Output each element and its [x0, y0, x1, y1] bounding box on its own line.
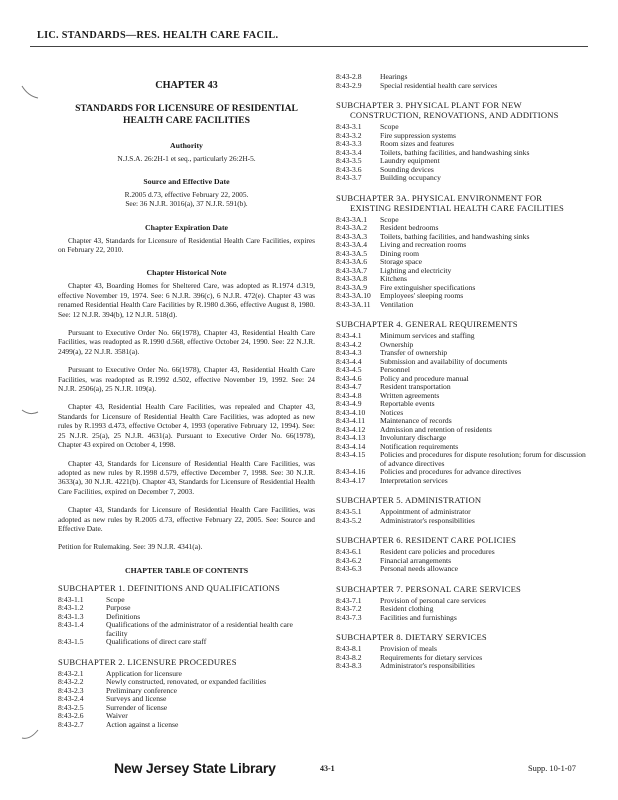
subchapter-items — [336, 332, 588, 485]
history-paragraph: Chapter 43, Standards for Licensure of Residential Health Care Facilities, was adopted as new rules by R.1998 d.579, effective December 7, 1998. See: 30 N.J.R. 3633(a), 30 N.J.R. 4221(b). Chapter 43, Standards for Licensure of Residential Health Care Facilities, expired on December 7, 2003. — [58, 458, 315, 496]
header-rule — [30, 46, 588, 47]
subchapter-heading — [336, 319, 588, 329]
supplement-date: Supp. 10-1-07 — [528, 764, 576, 773]
source-text-1: R.2005 d.73, effective February 22, 2005. — [124, 190, 249, 200]
toc-item-number: 8:43-4.12 — [336, 424, 366, 434]
toc-item-number: 8:43-6.2 — [336, 555, 362, 565]
authority-text: N.J.S.A. 26:2H-1 et seq., particularly 26:2H-5. — [117, 154, 256, 163]
toc-item-title: Resident clothing — [380, 604, 434, 613]
subchapter-heading-continuation: CONSTRUCTION, RENOVATIONS, AND ADDITIONS — [350, 110, 559, 120]
subchapter-items — [336, 645, 588, 671]
toc-item-title: Room sizes and features — [380, 139, 455, 148]
right-subchapters — [336, 100, 588, 671]
toc-item — [336, 426, 588, 435]
toc-item-number: 8:43-4.3 — [336, 348, 362, 357]
toc-item-title: Administrator's responsibilities — [380, 515, 475, 525]
subchapter-items — [336, 216, 588, 310]
toc-item-number: 8:43-3.3 — [336, 139, 362, 148]
toc-item-title: Newly constructed, renovated, or expanded facilities — [106, 677, 267, 687]
toc-item-number: 8:43-3A.4 — [336, 240, 368, 249]
subchapter-items — [336, 123, 588, 183]
toc-item — [336, 292, 588, 301]
toc-item — [336, 605, 588, 614]
toc-item-title: Minimum services and staffing — [380, 331, 475, 340]
toc-item-number: 8:43-1.1 — [58, 594, 84, 604]
subchapter-heading-text: SUBCHAPTER 1. DEFINITIONS AND QUALIFICATIONS — [58, 582, 280, 593]
toc-item-title: Maintenance of records — [380, 416, 452, 425]
toc-item — [336, 258, 588, 267]
toc-item-number: 8:43-5.1 — [336, 507, 362, 516]
toc-item-number: 8:43-4.16 — [336, 467, 366, 476]
toc-item-title: Special residential health care services — [380, 80, 498, 90]
toc-item-title: Personal needs allowance — [380, 564, 459, 573]
subchapter-heading — [336, 100, 588, 120]
toc-item-number: 8:43-3A.2 — [336, 223, 368, 232]
toc-item-title: Policies and procedures for dispute resolution; forum for discussion of advance directives — [380, 450, 586, 468]
toc-item-number: 8:43-4.9 — [336, 399, 362, 408]
running-head: LIC. STANDARDS—RES. HEALTH CARE FACIL. — [37, 30, 279, 41]
toc-item-title: Laundry equipment — [380, 156, 440, 165]
toc-item-title: Application for licensure — [106, 668, 182, 678]
toc-item-number: 8:43-4.15 — [336, 450, 366, 459]
toc-item — [336, 241, 588, 250]
toc-item-number: 8:43-4.7 — [336, 382, 362, 391]
toc-item-number: 8:43-4.14 — [336, 441, 366, 451]
subchapter-items — [336, 548, 588, 574]
toc-item-number: 8:43-3A.10 — [336, 291, 371, 300]
toc-item — [58, 721, 315, 730]
history-paragraph: Chapter 43, Residential Health Care Facilities, was repealed and Chapter 43, Standards for Licensure of Residential Health Care Facilities, was adopted as new rules by R.1993 d.473, effective October 4, 1993 (operative February 12, 1994). See: 25 N.J.R. 25(a), 25 N.J.R. 4631(a). Pursuant to Executive Order No. 66(1978), Chapter 43 expired on October 4, 1998. — [58, 402, 315, 450]
toc-item-title: Storage space — [380, 257, 422, 266]
history-paragraph: Chapter 43, Standards for Licensure of Residential Health Care Facilities, was adopted as new rules by R.2005 d.73, effective February 22, 2005. See: Source and Effective Date. — [58, 505, 315, 533]
toc-item — [336, 548, 588, 557]
subchapter-heading-text: SUBCHAPTER 6. RESIDENT CARE POLICIES — [336, 535, 517, 545]
toc-item-title: Interpretation services — [380, 475, 448, 485]
history-paragraph: Pursuant to Executive Order No. 66(1978), Chapter 43, Residential Health Care Facilities, was readopted as R.1990 d.568, effective October 24, 1990. See: 22 N.J.R. 2499(a), 22 N.J.R. 3581(a). — [58, 328, 315, 356]
toc-item-title: Surveys and license — [106, 694, 167, 704]
toc-item-number: 8:43-1.4 — [58, 620, 84, 630]
toc-item-title: Resident transportation — [380, 382, 451, 391]
toc-item-title: Involuntary discharge — [380, 433, 447, 442]
toc-item-title: Appointment of administrator — [380, 507, 471, 516]
toc-item-number: 8:43-3A.3 — [336, 231, 368, 241]
toc-item-title: Hearings — [380, 72, 408, 81]
toc-item-title: Provision of personal care services — [380, 595, 486, 605]
toc-item-title: Employees' sleeping rooms — [380, 291, 464, 300]
chapter-number: CHAPTER 43 — [155, 80, 218, 91]
toc-item — [336, 267, 588, 276]
toc-item — [58, 638, 315, 647]
toc-item-title: Resident care policies and procedures — [380, 547, 495, 556]
toc-item — [336, 383, 588, 392]
toc-item — [336, 358, 588, 367]
toc-item-number: 8:43-7.1 — [336, 595, 362, 605]
toc-item-title: Living and recreation rooms — [380, 240, 467, 249]
toc-item — [336, 157, 588, 166]
toc-item-title: Surrender of license — [106, 702, 168, 712]
toc-item-number: 8:43-2.3 — [58, 685, 84, 695]
toc-item-number: 8:43-3.7 — [336, 173, 362, 182]
toc-item-number: 8:43-4.13 — [336, 433, 366, 442]
toc-item-title: Qualifications of direct care staff — [106, 637, 207, 647]
toc-item-number: 8:43-3A.1 — [336, 214, 368, 224]
toc-item-number: 8:43-8.3 — [336, 661, 362, 670]
toc-item-number: 8:43-3A.9 — [336, 282, 368, 292]
toc-item-title: Toilets, bathing facilities, and handwashing sinks — [380, 147, 530, 157]
toc-item-title: Definitions — [106, 611, 141, 621]
toc-item-number: 8:43-1.3 — [58, 611, 84, 621]
toc-item-title: Personnel — [380, 365, 410, 374]
toc-item-number: 8:43-2.8 — [336, 72, 362, 81]
subchapter-heading-text: SUBCHAPTER 3A. PHYSICAL ENVIRONMENT FOR — [336, 192, 543, 203]
toc-item — [336, 451, 588, 468]
toc-item-title: Fire extinguisher specifications — [380, 282, 476, 292]
toc-item-title: Resident bedrooms — [380, 223, 439, 232]
toc-item-title: Transfer of ownership — [380, 348, 448, 357]
toc-item-number: 8:43-6.3 — [336, 564, 362, 573]
toc-item-title: Lighting and electricity — [380, 265, 452, 275]
subchapter-heading — [336, 584, 588, 594]
toc-item — [336, 400, 588, 409]
toc-item-title: Kitchens — [380, 274, 407, 283]
toc-item — [336, 216, 588, 225]
margin-mark-icon — [18, 404, 42, 426]
subchapter-items — [58, 596, 315, 647]
toc-item-number: 8:43-7.3 — [336, 612, 362, 622]
toc-item — [336, 82, 588, 91]
toc-item — [336, 517, 588, 526]
toc-item-title: Provision of meals — [380, 644, 437, 653]
toc-item — [336, 565, 588, 574]
toc-item-title: Admission and retention of residents — [380, 424, 492, 434]
toc-item-number: 8:43-3A.5 — [336, 248, 368, 258]
toc-item-title: Waiver — [106, 711, 128, 721]
toc-item-number: 8:43-2.6 — [58, 711, 84, 721]
expiration-heading: Chapter Expiration Date — [144, 222, 229, 232]
history-paragraph: Pursuant to Executive Order No. 66(1978), Chapter 43, Residential Health Care Facilities, was readopted as R.1992 d.502, effective November 19, 1992. See: 24 N.J.R. 2506(a), 25 N.J.R. 109(a). — [58, 365, 315, 394]
toc-item-number: 8:43-2.7 — [58, 719, 84, 729]
toc-item-number: 8:43-3.5 — [336, 156, 362, 165]
toc-item-number: 8:43-6.1 — [336, 547, 362, 556]
page-number: 43-1 — [320, 764, 335, 773]
toc-item — [58, 704, 315, 713]
toc-item-number: 8:43-3A.6 — [336, 257, 368, 266]
toc-item-title: Sounding devices — [380, 164, 434, 174]
toc-item — [336, 341, 588, 350]
toc-item-number: 8:43-3.2 — [336, 130, 362, 140]
subchapter-heading-continuation: EXISTING RESIDENTIAL HEALTH CARE FACILITIES — [350, 202, 565, 213]
toc-item — [336, 332, 588, 341]
toc-item-title: Building occupancy — [380, 173, 441, 182]
toc-item-number: 8:43-1.5 — [58, 637, 84, 647]
toc-item-number: 8:43-7.2 — [336, 604, 362, 613]
subchapter-heading-text: SUBCHAPTER 2. LICENSURE PROCEDURES — [58, 656, 237, 667]
left-subchapters — [58, 583, 315, 730]
toc-item-number: 8:43-2.9 — [336, 80, 362, 90]
toc-item — [336, 468, 588, 477]
toc-item-number: 8:43-1.2 — [58, 603, 84, 613]
authority-heading: Authority — [170, 141, 203, 150]
chapter-title: STANDARDS FOR LICENSURE OF RESIDENTIAL HEALTH CARE FACILITIES — [75, 103, 298, 126]
toc-item-number: 8:43-8.2 — [336, 652, 362, 662]
toc-item — [336, 662, 588, 671]
toc-item-title: Written agreements — [380, 390, 440, 400]
source-heading: Source and Effective Date — [143, 177, 230, 187]
toc-item — [336, 614, 588, 623]
toc-item-title: Preliminary conference — [106, 685, 178, 695]
toc-item-title: Scope — [106, 594, 125, 604]
toc-item — [336, 123, 588, 132]
subchapter-heading — [58, 583, 315, 593]
subchapter-heading-text: SUBCHAPTER 8. DIETARY SERVICES — [336, 632, 487, 642]
expiration-text: Chapter 43, Standards for Licensure of Residential Health Care Facilities, expires on February 22, 2010. — [58, 235, 315, 255]
toc-item — [336, 174, 588, 183]
toc-item — [336, 557, 588, 566]
toc-item — [58, 695, 315, 704]
subchapter-heading-text: SUBCHAPTER 3. PHYSICAL PLANT FOR NEW — [336, 100, 522, 110]
toc-item-number: 8:43-4.6 — [336, 373, 362, 383]
toc-item-title: Qualifications of the administrator of a residential health care facility — [106, 620, 293, 638]
toc-item — [336, 477, 588, 486]
margin-mark-icon — [18, 724, 42, 746]
toc-item-title: Action against a license — [106, 719, 179, 729]
toc-item-number: 8:43-2.1 — [58, 668, 84, 678]
margin-mark-icon — [18, 82, 42, 104]
toc-item-number: 8:43-4.8 — [336, 390, 362, 400]
toc-item-title: Notification requirements — [380, 441, 459, 451]
toc-item — [58, 678, 315, 687]
petition-text: Petition for Rulemaking. See: 39 N.J.R. 4341(a). — [58, 542, 203, 552]
history-paragraph: Chapter 43, Boarding Homes for Sheltered Care, was adopted as R.1974 d.319, effective November 19, 1974. See: 6 N.J.R. 396(c), 6 N.J.R. 472(e). Chapter 43 was renamed Residential Health Care Facilities by R.1980 d.366, effective August 8, 1980. See: 12 N.J.R. 394(b), 12 N.J.R. 518(d). — [58, 281, 315, 319]
toc-item-title: Ventilation — [380, 299, 414, 309]
subchapter-heading-text: SUBCHAPTER 7. PERSONAL CARE SERVICES — [336, 583, 522, 594]
subchapter-heading — [336, 193, 588, 213]
toc-item-title: Policy and procedure manual — [380, 373, 469, 383]
toc-heading: CHAPTER TABLE OF CONTENTS — [124, 565, 249, 575]
toc-item-title: Purpose — [106, 603, 131, 613]
toc-item-title: Scope — [380, 122, 399, 131]
toc-item-title: Administrator's responsibilities — [380, 661, 475, 670]
toc-item-number: 8:43-2.4 — [58, 694, 84, 704]
toc-item — [336, 597, 588, 606]
subchapter-items — [336, 508, 588, 525]
toc-item-number: 8:43-4.11 — [336, 416, 366, 425]
toc-item-number: 8:43-4.17 — [336, 475, 366, 485]
toc-item-number: 8:43-4.10 — [336, 407, 366, 417]
subchapter-items — [58, 670, 315, 730]
toc-item-number: 8:43-4.4 — [336, 356, 362, 366]
toc-item-title: Scope — [380, 214, 399, 224]
toc-item — [58, 621, 315, 638]
library-stamp: New Jersey State Library — [114, 760, 276, 776]
toc-item-title: Toilets, bathing facilities, and handwashing sinks — [380, 231, 530, 241]
right-top-items — [336, 73, 588, 90]
subchapter-heading — [336, 535, 588, 545]
subchapter-heading — [58, 657, 315, 667]
right-column — [336, 73, 588, 671]
subchapter-heading — [336, 632, 588, 642]
toc-item-number: 8:43-3A.8 — [336, 274, 368, 283]
toc-item-title: Financial arrangements — [380, 555, 452, 565]
toc-item-title: Facilities and furnishings — [380, 612, 457, 622]
toc-item — [336, 250, 588, 259]
toc-item — [336, 301, 588, 310]
source-text-2: See: 36 N.J.R. 3016(a), 37 N.J.R. 591(b). — [125, 199, 248, 209]
toc-item-number: 8:43-2.5 — [58, 702, 84, 712]
toc-item-number: 8:43-4.1 — [336, 331, 362, 340]
toc-item-title: Dining room — [380, 248, 420, 258]
toc-item-number: 8:43-3.6 — [336, 164, 362, 174]
toc-item-number: 8:43-3A.11 — [336, 299, 371, 309]
toc-item-number: 8:43-3A.7 — [336, 265, 368, 275]
toc-item — [58, 712, 315, 721]
history-heading: Chapter Historical Note — [146, 268, 227, 278]
toc-item-title: Submission and availability of documents — [380, 356, 508, 366]
toc-item — [336, 392, 588, 401]
toc-item — [336, 434, 588, 443]
toc-item — [336, 166, 588, 175]
toc-item — [336, 132, 588, 141]
toc-item-number: 8:43-4.2 — [336, 339, 362, 349]
toc-item-title: Reportable events — [380, 399, 435, 408]
subchapter-heading-text: SUBCHAPTER 4. GENERAL REQUIREMENTS — [336, 319, 518, 329]
toc-item — [58, 596, 315, 605]
toc-item-title: Requirements for dietary services — [380, 652, 483, 662]
toc-item-title: Policies and procedures for advance directives — [380, 467, 522, 476]
left-column — [58, 80, 315, 729]
toc-item — [336, 409, 588, 418]
toc-item — [58, 687, 315, 696]
toc-item — [58, 604, 315, 613]
subchapter-heading — [336, 495, 588, 505]
toc-item-number: 8:43-4.5 — [336, 365, 362, 374]
subchapter-items — [336, 597, 588, 623]
toc-item-number: 8:43-3.4 — [336, 147, 362, 157]
toc-item — [336, 375, 588, 384]
toc-item — [336, 149, 588, 158]
toc-item-title: Ownership — [380, 339, 414, 349]
toc-item-number: 8:43-2.2 — [58, 677, 84, 687]
toc-item-number: 8:43-3.1 — [336, 122, 362, 131]
subchapter-heading-text: SUBCHAPTER 5. ADMINISTRATION — [336, 495, 482, 505]
toc-item-title: Notices — [380, 407, 404, 417]
toc-item-number: 8:43-8.1 — [336, 644, 362, 653]
toc-item-number: 8:43-5.2 — [336, 515, 362, 525]
toc-item-title: Fire suppression systems — [380, 130, 456, 140]
